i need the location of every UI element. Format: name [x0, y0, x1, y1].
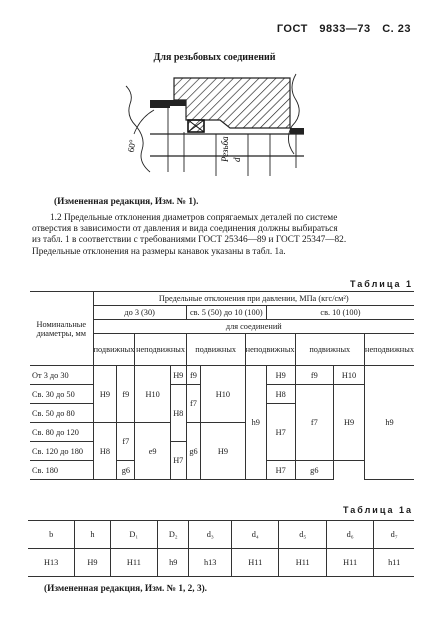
angle-label: 60° [125, 138, 138, 154]
type-5: подвижных [295, 334, 364, 366]
type-2: неподвижных [135, 334, 186, 366]
para-line: 1.2 Предельные отклонения диаметров сопрягаемых деталей по системе [50, 213, 338, 223]
cell: H9 [170, 366, 186, 385]
header-b: b [28, 521, 75, 549]
value-d1: H11 [110, 549, 157, 577]
cell: H8 [170, 385, 186, 442]
cell: f9 [117, 366, 135, 423]
para-line: Предельные отклонения на размеры канавок указаны в табл. 1а. [32, 246, 286, 257]
header-d7: d₇ [374, 521, 414, 549]
cell: H7 [266, 461, 295, 480]
cell: h9 [364, 366, 414, 480]
row-label: Св. 80 до 120 [30, 423, 93, 442]
row-label: Св. 30 до 50 [30, 385, 93, 404]
value-h: H9 [75, 549, 110, 577]
cell: H10 [334, 366, 365, 385]
row-label: От 3 до 30 [30, 366, 93, 385]
row-label: Св. 120 до 180 [30, 442, 93, 461]
cell: H9 [266, 366, 295, 385]
rowhead: Номинальные диаметры, мм [30, 292, 93, 366]
value-d3: h13 [189, 549, 232, 577]
cell: H8 [93, 423, 117, 480]
paragraph-1-2 [32, 213, 412, 258]
pressure-1: до 3 (30) [93, 306, 186, 320]
cell: f9 [186, 366, 201, 385]
cell: H8 [266, 385, 295, 404]
cell: f7 [295, 385, 333, 461]
row-label: Св. 180 [30, 461, 93, 480]
cell: H9 [201, 423, 245, 480]
header-d2: D₂ [158, 521, 189, 549]
cell: g6 [186, 423, 201, 480]
section-title: Для резьбовых соединений [153, 52, 276, 63]
table1-label: Таблица 1 [349, 279, 413, 289]
header-h: h [75, 521, 110, 549]
cell: g6 [295, 461, 333, 480]
cell: H10 [135, 366, 170, 423]
type-3: подвижных [186, 334, 245, 366]
value-d4: H11 [232, 549, 279, 577]
header-d4: d₄ [232, 521, 279, 549]
para-line: отверстия в зависимости от давления и вида соединения должны выбираться [32, 224, 338, 235]
pressure-head: Предельные отклонения при давлении, МПа (кгс/см²) [93, 292, 414, 306]
table1a-label: Таблица 1а [342, 505, 413, 515]
value-d6: H11 [326, 549, 373, 577]
header-d5: d₅ [279, 521, 326, 549]
header-d1: D₁ [110, 521, 157, 549]
header-d3: d₃ [189, 521, 232, 549]
cell: H9 [93, 366, 117, 423]
value-d5: H11 [279, 549, 326, 577]
cell: f9 [295, 366, 333, 385]
page-header [269, 23, 411, 35]
conn-head: для соединений [93, 320, 414, 334]
standard-number: 9833—73 [319, 23, 371, 35]
thread-label: Резьба [220, 136, 230, 162]
value-d7: h11 [374, 549, 414, 577]
type-4: неподвижных [245, 334, 295, 366]
type-6: неподвижных [364, 334, 414, 366]
pressure-3: св. 10 (100) [266, 306, 414, 320]
para-line: из табл. 1 в соответствии с требованиями ГОСТ 25346—89 и ГОСТ 25347—82. [32, 235, 347, 246]
value-d2: h9 [158, 549, 189, 577]
pressure-2: св. 5 (50) до 10 (100) [186, 306, 266, 320]
cell: g6 [117, 461, 135, 480]
thread-seal-drawing [120, 64, 310, 184]
cell: e9 [135, 423, 170, 480]
cell: h9 [245, 366, 266, 480]
value-b: H13 [28, 549, 75, 577]
cell: f7 [186, 385, 201, 423]
cell: f7 [117, 423, 135, 461]
cell: H10 [201, 366, 245, 423]
table-1 [30, 291, 414, 480]
cell: H9 [334, 385, 365, 461]
page-number: С. 23 [382, 23, 411, 35]
cell: H7 [266, 404, 295, 461]
cell: H7 [170, 442, 186, 480]
edition-note-2: (Измененная редакция, Изм. № 1, 2, 3). [44, 584, 208, 594]
table-1a [28, 520, 414, 577]
diameter-label: d [232, 157, 242, 162]
row-label: Св. 50 до 80 [30, 404, 93, 423]
type-1: подвижных [93, 334, 135, 366]
edition-note-1: (Измененная редакция, Изм. № 1). [54, 197, 199, 207]
header-d6: d₆ [326, 521, 373, 549]
standard-label: ГОСТ [276, 23, 308, 35]
